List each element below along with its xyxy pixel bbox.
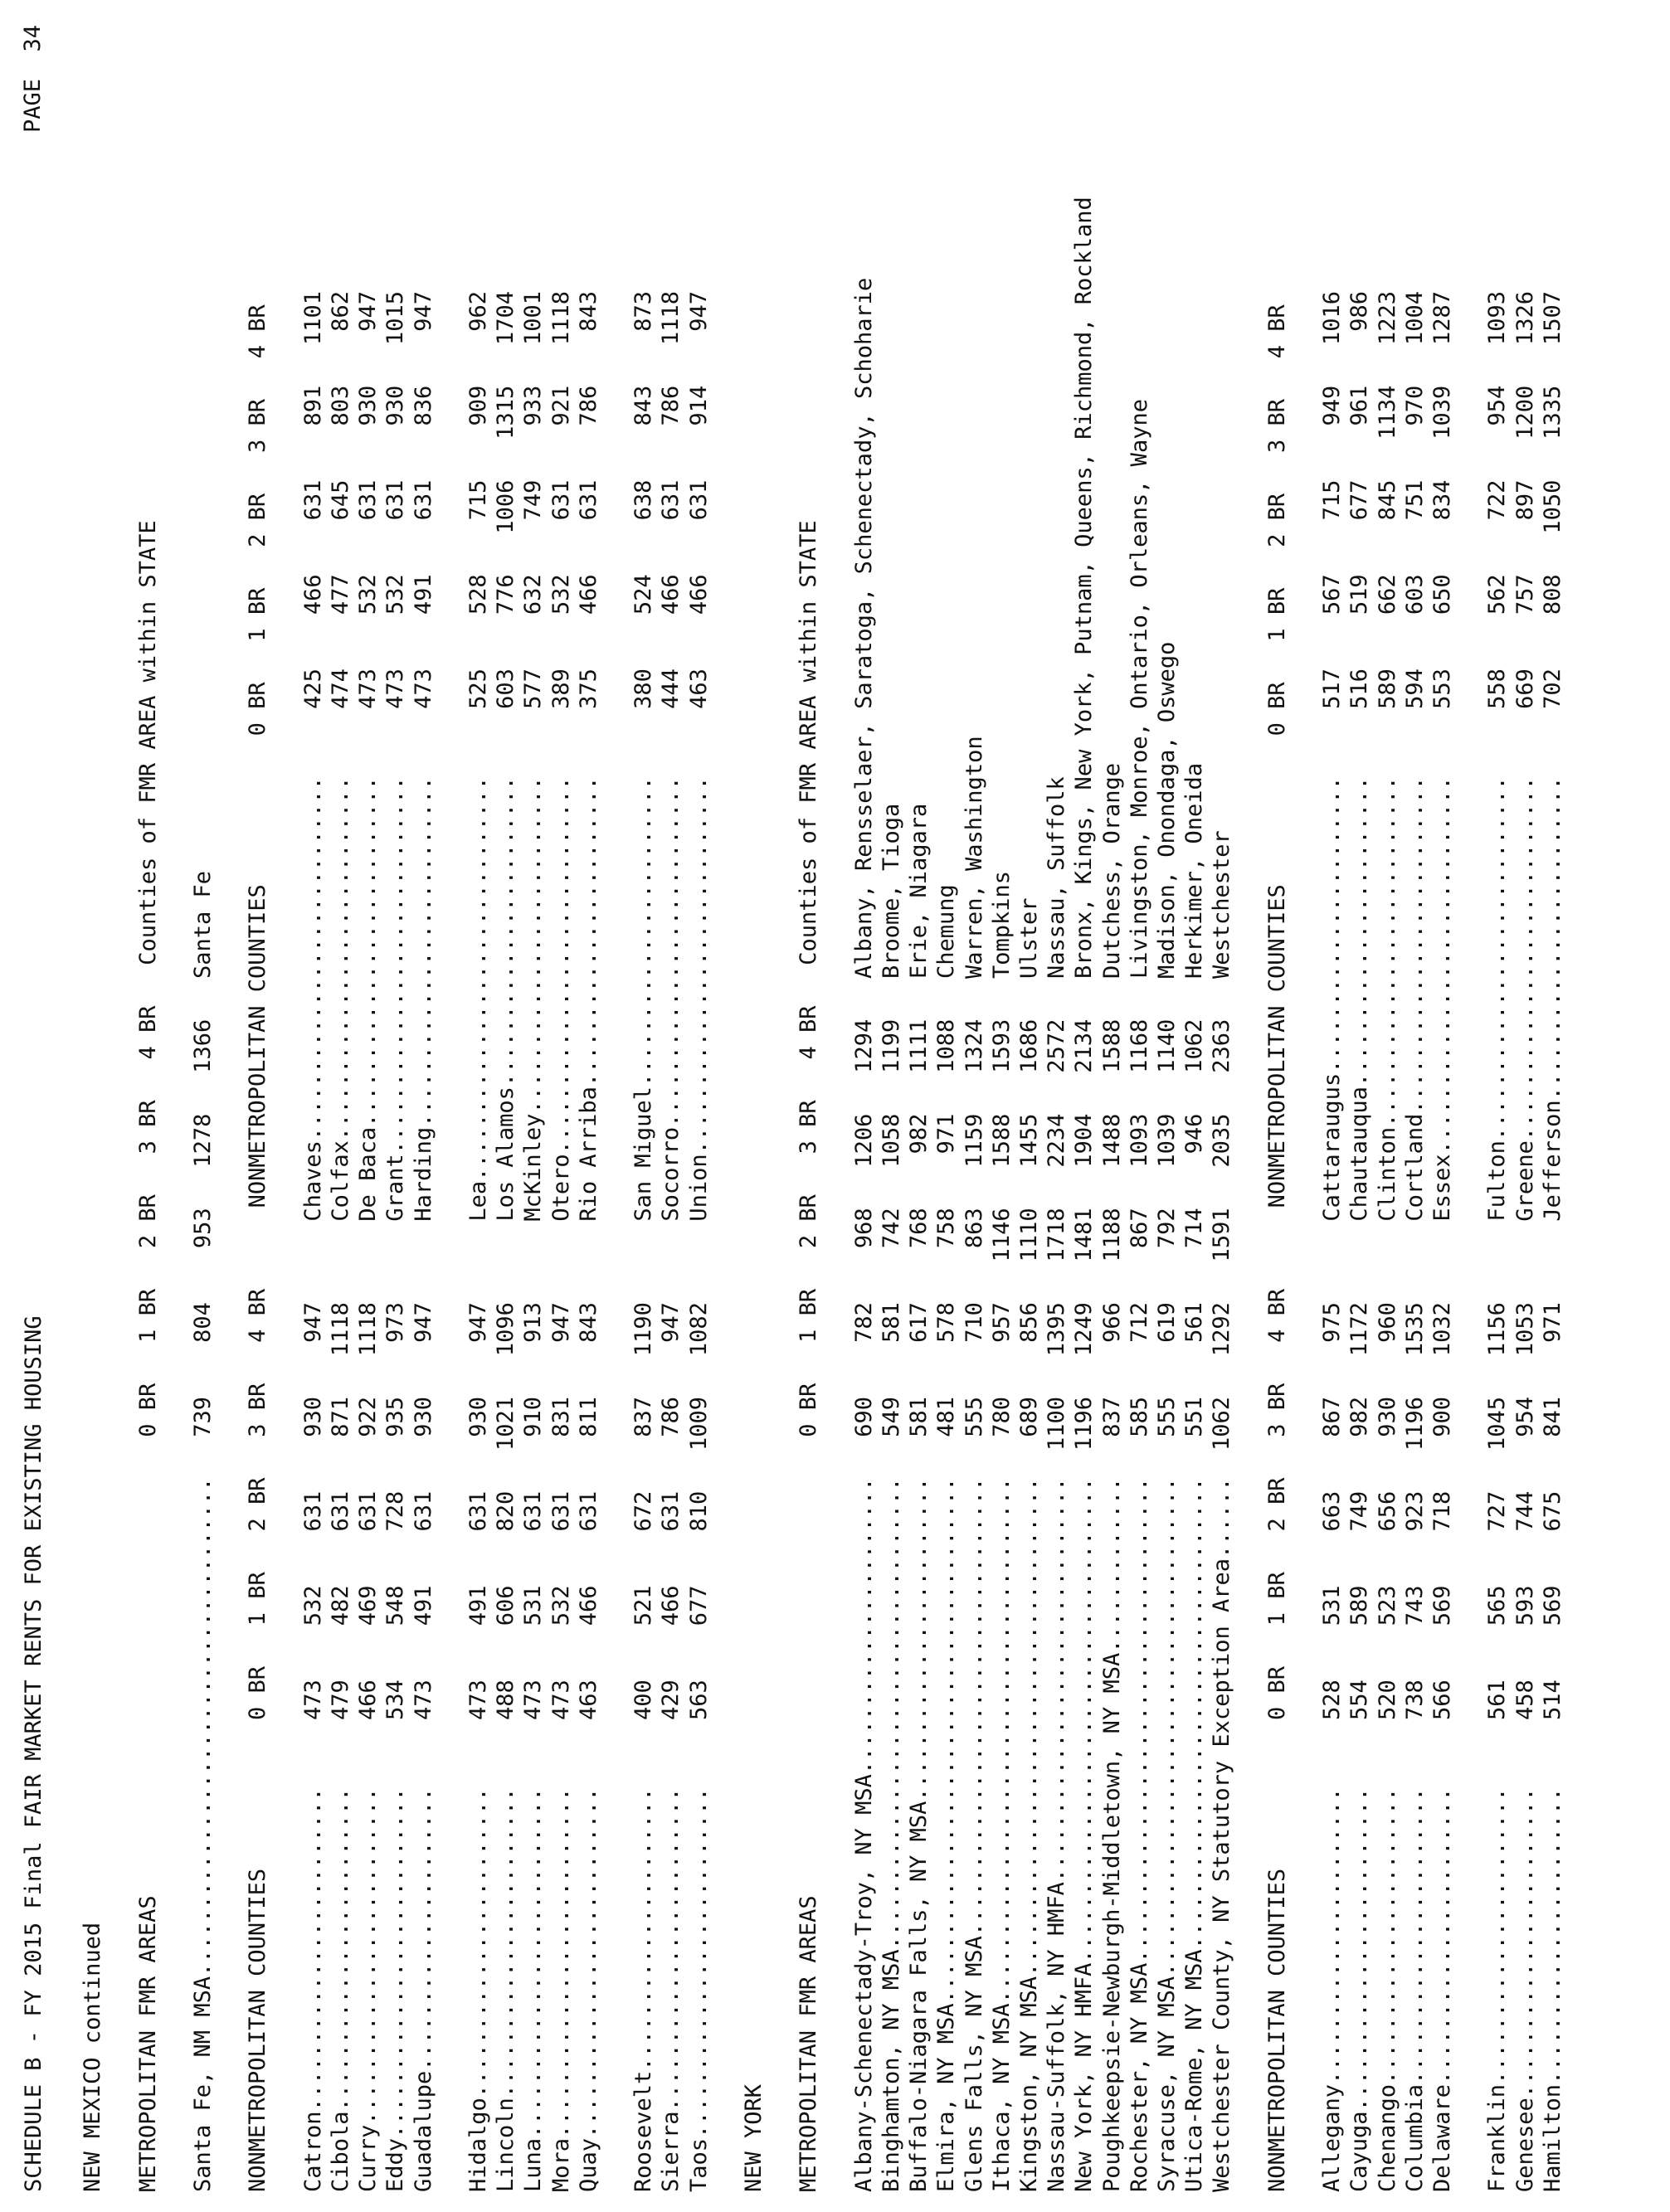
table-line: Roosevelt..................... 400 521 672 837 1190 San Miguel....................... 380 524 638 843 873 <box>631 290 657 2192</box>
table-line: Poughkeepsie-Newburgh-Middletown, NY MSA............. 837 966 1188 1488 1588 Dutchess, Orange <box>1098 762 1125 2192</box>
table-line: Genesee....................... 458 593 744 954 1053 Greene........................... 669 757 897 1200 1326 <box>1512 290 1538 2192</box>
table-line: New York, NY HMFA.................................... 1196 1249 1481 1904 2134 Bronx, Kings, New York, Putnam, Queens, Richmond, Rockland <box>1071 197 1098 2192</box>
table-line: Taos.......................... 563 677 810 1009 1082 Union............................ 463 466 631 914 947 <box>685 290 712 2192</box>
table-line: Luna.......................... 473 531 631 910 913 McKinley......................... 577 632 749 933 1001 <box>520 290 547 2192</box>
table-line: Cibola........................ 479 482 631 871 1118 Colfax........................... 474 477 645 803 862 <box>328 290 353 2192</box>
table-line: NEW YORK <box>741 2083 767 2192</box>
table-line: Lincoln....................... 488 606 820 1021 1096 Los Alamos....................... 603 776 1006 1315 1704 <box>493 290 519 2192</box>
table-line: Hamilton...................... 514 569 675 841 971 Jefferson........................ 702 808 1050 1335 1507 <box>1539 290 1565 2192</box>
table-line: NEW MEXICO continued <box>80 1922 106 2192</box>
table-line: Hidalgo....................... 473 491 631 930 947 Lea.............................. 525 528 715 909 962 <box>465 290 491 2192</box>
table-line: Nassau-Suffolk, NY HMFA.............................. 1100 1395 1718 2234 2572 Nassau, Suffolk <box>1044 776 1070 2192</box>
table-line: NONMETROPOLITAN COUNTIES 0 BR 1 BR 2 BR 3 BR 4 BR NONMETROPOLITAN COUNTIES 0 BR 1 BR 2 BR 3 BR 4 BR <box>245 304 271 2192</box>
table-line: NONMETROPOLITAN COUNTIES 0 BR 1 BR 2 BR 3 BR 4 BR NONMETROPOLITAN COUNTIES 0 BR 1 BR 2 BR 3 BR 4 BR <box>1263 304 1290 2192</box>
table-line: Curry......................... 466 469 631 922 1118 De Baca.......................... 473 532 631 930 947 <box>355 290 382 2192</box>
table-line: Catron........................ 473 532 631 930 947 Chaves........................... 425 466 631 891 1101 <box>299 290 326 2192</box>
table-line: Sierra........................ 429 466 631 786 947 Socorro.......................... 444 466 631 786 1118 <box>658 290 684 2192</box>
table-line: Delaware...................... 566 569 718 900 1032 Essex............................ 553 650 834 1039 1287 <box>1429 290 1455 2192</box>
table-line: Eddy.......................... 534 548 728 935 973 Grant............................ 473 532 631 930 1015 <box>382 290 409 2192</box>
table-line: Ithaca, NY MSA....................................... 780 957 1146 1588 1593 Tompkins <box>988 870 1015 2192</box>
table-line: Kingston, NY MSA..................................... 689 856 1110 1455 1686 Ulster <box>1016 897 1042 2192</box>
table-line: Guadalupe..................... 473 491 631 930 947 Harding.......................... 473 491 631 836 947 <box>410 290 436 2192</box>
table-line: Mora.......................... 473 532 631 831 947 Otero............................ 389 532 631 921 1118 <box>548 290 574 2192</box>
table-line: Albany-Schenectady-Troy, NY MSA...................... 690 782 968 1206 1294 Albany, Rensselaer, Saratoga, Schenectady, Schoharie <box>850 277 877 2192</box>
table-line: Franklin...................... 561 565 727 1045 1156 Fulton........................... 558 562 722 954 1093 <box>1484 290 1511 2192</box>
table-line: Glens Falls, NY MSA.................................. 555 710 863 1159 1324 Warren, Washington <box>961 736 987 2192</box>
page-number: PAGE 34 <box>20 25 46 134</box>
table-line: Utica-Rome, NY MSA................................... 551 561 714 946 1062 Herkimer, Oneida <box>1181 762 1208 2192</box>
table-line: Buffalo-Niagara Falls, NY MSA........................ 581 617 768 982 1111 Erie, Niagara <box>906 803 932 2192</box>
table-line: METROPOLITAN FMR AREAS 0 BR 1 BR 2 BR 3 BR 4 BR Counties of FMR AREA within STATE <box>134 520 161 2192</box>
table-line: Elmira, NY MSA....................................... 481 578 758 971 1088 Chemung <box>933 884 960 2192</box>
table-line: Quay.......................... 463 466 631 811 843 Rio Arriba....................... 375 466 631 786 843 <box>575 290 601 2192</box>
table-line: Rochester, NY MSA.................................... 585 712 867 1093 1168 Livingston, Monroe, Ontario, Orleans, Wayne <box>1126 399 1152 2192</box>
table-line: Allegany...................... 528 531 663 867 975 Cattaraugus...................... 517 567 715 949 1016 <box>1319 290 1346 2192</box>
table-line: Cayuga........................ 554 589 749 982 1172 Chautauqua....................... 516 519 677 961 986 <box>1346 290 1373 2192</box>
table-line: Columbia...................... 738 743 923 1196 1535 Cortland......................... 594 603 751 970 1004 <box>1401 290 1428 2192</box>
table-line: Santa Fe, NM MSA..................................... 739 804 953 1278 1366 Santa Fe <box>190 870 216 2192</box>
table-line: METROPOLITAN FMR AREAS 0 BR 1 BR 2 BR 3 BR 4 BR Counties of FMR AREA within STATE <box>796 520 822 2192</box>
schedule-title: SCHEDULE B - FY 2015 Final FAIR MARKET RENTS FOR EXISTING HOUSING <box>21 1315 46 2192</box>
table-line: Chenango...................... 520 523 656 930 960 Clinton.......................... 589 662 845 1134 1223 <box>1374 290 1400 2192</box>
table-line: Binghamton, NY MSA................................... 549 581 742 1058 1199 Broome, Tioga <box>879 803 904 2192</box>
table-line: Syracuse, NY MSA..................................... 555 619 792 1039 1140 Madison, Onondaga, Oswego <box>1154 641 1180 2192</box>
table-line: Westchester County, NY Statutory Exception Area...... 1062 1292 1591 2035 2363 Westchester <box>1209 830 1235 2192</box>
